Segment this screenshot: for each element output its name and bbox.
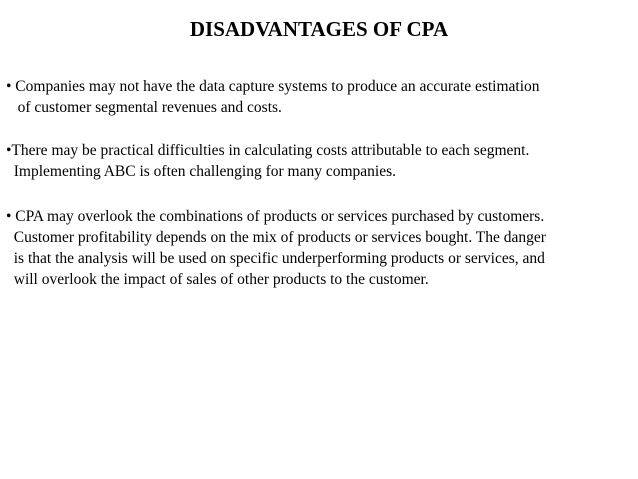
bullet-line: is that the analysis will be used on specific underperforming products or services, and (6, 250, 545, 267)
bullet-point-data-capture (6, 76, 632, 118)
bullet-line: Customer profitability depends on the mix of products or services bought. The danger (6, 229, 546, 246)
bullet-point-cost-attribution (6, 140, 632, 182)
bullet-line: • Companies may not have the data capture systems to produce an accurate estimation (6, 78, 540, 95)
bullet-line: • CPA may overlook the combinations of products or services purchased by customers. (6, 208, 545, 225)
bullet-point-product-mix (6, 206, 632, 290)
bullet-line: •There may be practical difficulties in calculating costs attributable to each segment. (6, 142, 530, 159)
slide-title: DISADVANTAGES OF CPA (189, 17, 449, 41)
bullet-line: Implementing ABC is often challenging for many companies. (6, 163, 397, 180)
bullet-line: will overlook the impact of sales of other products to the customer. (6, 271, 429, 288)
bullet-line: of customer segmental revenues and costs. (6, 99, 282, 116)
